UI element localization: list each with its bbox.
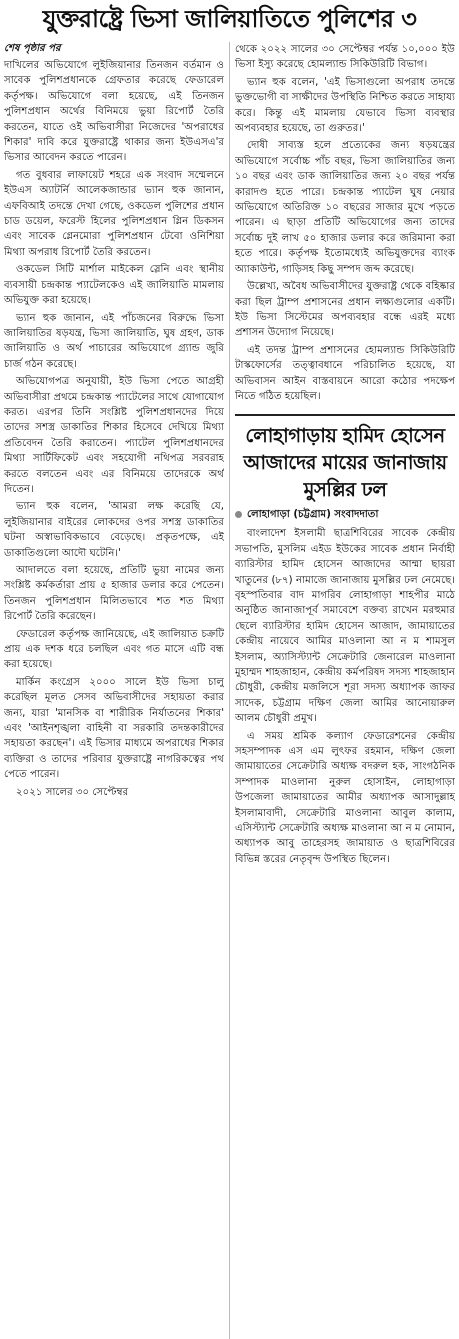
article-paragraph: উল্লেখ্য, অবৈধ অভিবাসীদের যুক্তরাষ্ট্র থেকে বহিষ্কার করা ছিল ট্রাম্প প্রশাসনের প্রধান লক্ষ্যগুলোর একটি। ইউ ভিসা সিস্টেমের অপব্যবহার বন্ধে এরই মধ্যে প্রশাসন উদ্যোগ নিয়েছে। (235, 281, 455, 339)
article-paragraph: ফেডারেল কর্তৃপক্ষ জানিয়েছে, এই জালিয়াত চক্রটি প্রায় এক দশক ধরে চলছিল এবং গত মাসে এটি বন্ধ করা হয়েছে। (4, 628, 224, 671)
article-paragraph: দাখিলের অভিযোগে লুইজিয়ানার তিনজন বর্তমান ও সাবেক পুলিশপ্রধানকে গ্রেফতার করেছে ফেডারেল কর্তৃপক্ষ। অভিযোগে বলা হয়েছে, এই তিনজন পুলিশপ্রধান অর্থের বিনিময়ে ভুয়া রিপোর্ট তৈরি করতেন, যাতে ওই অভিবাসীরা নিজেদের 'অপরাধের শিকার' দাবি করে যুক্তরাষ্ট্রে থাকার জন্য ইউএসএ'র ভিসার আবেদন করতে পারেন। (4, 60, 224, 164)
article-paragraph: ভ্যান হুক জানান, এই পাঁচজনের বিরুদ্ধে ভিসা জালিয়াতির ষড়যন্ত্র, ভিসা জালিয়াতি, ঘুষ গ্রহণ, ডাক জালিয়াতি ও অর্থ পাচারের অভিযোগে গ্র্যান্ড জুরি চার্জ গঠন করেছে। (4, 312, 224, 370)
column-divider (229, 42, 230, 1339)
article-paragraph: ২০২১ সালের ৩০ সেপ্টেম্বর (16, 786, 129, 798)
bullet-icon (235, 511, 242, 518)
article-paragraph: এই তদন্ত ট্রাম্প প্রশাসনের হোমল্যান্ড সিকিউরিটি টাস্কফোর্সের তত্ত্বাবধানে পরিচালিত হয়েছে, যা অভিবাসন আইন বাস্তবায়নে আরো কঠোর পদক্ষেপ নিতে গঠিত হয়েছিল। (235, 344, 455, 402)
article-paragraph: বাংলাদেশ ইসলামী ছাত্রশিবিরের সাবেক কেন্দ্রীয় সভাপতি, মুসলিম এইড ইউকের সাবেক প্রধান নির্বাহী ব্যারিস্টার হামিদ হোসেন আজাদের আম্মা ছায়রা খাতুনের (৮৭) নামাজে জানাজায় মুসল্লির ঢল নেমেছে। বৃহস্পতিবার বাদ মাগরিব লোহাগাড়া শাহপীর মাঠে অনুষ্ঠিত জানাজাপূর্ব সমাবেশে বক্তব্য রাখেন মরহুমার ছেলে ব্যারিস্টার হামিদ হোসেন আজাদ, জামায়াতের কেন্দ্রীয় নায়েবে আমির মাওলানা আ ন ম শামসুল ইসলাম, অ্যাসিস্ট্যান্ট সেক্রেটারি জেনারেল মাওলানা মুহাম্মদ শাহজাহান, কেন্দ্রীয় কর্মপরিষদ সদস্য শাহজাহান চৌধুরী, কেন্দ্রীয় মজলিসে শূরা সদস্য অধ্যাপক জাফর সাদেক, চট্টগ্রাম দক্ষিণ জেলা আমির আনোয়ারুল আলম চৌধুরী প্রমুখ। (235, 528, 455, 725)
article-paragraph: গত বুধবার লাফায়েট শহরে এক সংবাদ সম্মেলনে ইউএস অ্যাটর্নি আলেকজান্ডার ভ্যান হুক জানান, এফবিআই তদন্তে দেখা গেছে, ওকডেল পুলিশের প্রধান চাড ডয়েল, ফরেস্ট হিলের পুলিশপ্রধান গ্লিন ডিকসন এবং সাবেক গ্লেনমোরা পুলিশপ্রধান টেবো ওনিশিয়া মিথ্যা অপরাধ রিপোর্ট তৈরি করতেন। (4, 169, 224, 258)
article-paragraph: দোষী সাব্যস্ত হলে প্রত্যেকের জন্য ষড়যন্ত্রের অভিযোগে সর্বোচ্চ পাঁচ বছর, ভিসা জালিয়াতির জন্য ১০ বছর এবং ডাক জালিয়াতির জন্য ২০ বছর পর্যন্ত কারাদণ্ড হতে পারে। চন্দ্রকান্ত প্যাটেল ঘুষ নেয়ার অভিযোগে অতিরিক্ত ১০ বছরের সাজার মুখে পড়তে পারেন। এ ছাড়া প্রতিটি অভিযোগের জন্য তাদের সর্বোচ্চ দুই লাখ ৫০ হাজার ডলার করে জরিমানা করা হতে পারে। কর্তৃপক্ষ ইতোমধ্যেই অভিযুক্তদের ব্যাংক অ্যাকাউন্ট, গাড়িসহ কিছু সম্পদ জব্দ করেছে। (235, 140, 455, 275)
article-headline: যুক্তরাষ্ট্রে ভিসা জালিয়াতিতে পুলিশের ৩ (42, 5, 417, 33)
byline-text: লোহাগাড়া (চট্টগ্রাম) সংবাদদাতা (247, 509, 379, 521)
article-paragraph: মার্কিন কংগ্রেস ২০০০ সালে ইউ ভিসা চালু করেছিল মূলত সেসব অভিবাসীদের সহায়তা করার জন্য, যারা 'মানসিক বা শারীরিক নির্যাতনের শিকার' এবং 'আইনশৃঙ্খলা বাহিনী বা সরকারি তদন্তকারীদের সহায়তা করছেন'। এই ভিসার মাধ্যমে অপরাধের শিকার ব্যক্তিরা ও তাদের পরিবার যুক্তরাষ্ট্রে নাগরিকত্বের পথ পেতে পারেন। (4, 676, 224, 781)
article-paragraph: এ সময় শ্রমিক কল্যাণ ফেডারেশনের কেন্দ্রীয় সহসম্পাদক এস এম লুৎফর রহমান, দক্ষিণ জেলা জামায়াতের সেক্রেটারি অধ্যক্ষ বদরুল হক, সাংগঠনিক সম্পাদক মাওলানা নুরুল হোসাইন, লোহাগাড়া উপজেলা জামায়াতের আমীর অধ্যাপক আসাদুল্লাহ ইসলামাবাদী, সেক্রেটারি মাওলানা আবুল কালাম, এসিস্ট্যান্ট সেক্রেটারি অধ্যক্ষ মাওলানা আ ন ম নোমান, অধ্যাপক আবু তাহেরসহ জামায়াত ও ছাত্রশিবিরের বিভিন্ন স্তরের নেতৃবৃন্দ উপস্থিত ছিলেন। (235, 730, 455, 865)
article-paragraph: ওকডেল সিটি মার্শাল মাইকেল স্লেনি এবং স্থানীয় ব্যবসায়ী চন্দ্রকান্ত প্যাটেলকেও এই জালিয়াতি মামলায় অভিযুক্ত করা হয়েছে। (4, 264, 224, 307)
second-article-headline: লোহাগাড়ায় হামিদ হোসেন আজাদের মায়ের জানাজায় মুসল্লির ঢল (235, 414, 455, 503)
article-paragraph: অভিযোগপত্র অনুযায়ী, ইউ ভিসা পেতে আগ্রহী অভিবাসীরা প্রথমে চন্দ্রকান্ত প্যাটেলের সাথে যোগাযোগ করত। এরপর তিনি সংশ্লিষ্ট পুলিশপ্রধানদের দিয়ে তাদের সশস্ত্র ডাকাতির শিকার হিসেবে দেখিয়ে মিথ্যা প্রতিবেদন তৈরি করাতেন। প্যাটেল পুলিশপ্রধানদের মিথ্যা সার্টিফিকেট এবং সহযোগী নথিপত্র সরবরাহ করতে বলতেন এবং এর বিনিময়ে তাদেরকে অর্থ দিতেন। (4, 376, 224, 495)
article-paragraph: থেকে ২০২২ সালের ৩০ সেপ্টেম্বর পর্যন্ত ১০,০০০ ইউ ভিসা ইস্যু করেছে হোমল্যান্ড সিকিউরিটি বিভাগ। (235, 44, 455, 71)
byline (235, 507, 455, 522)
left-column (4, 42, 224, 1339)
right-column (235, 42, 455, 1339)
article-paragraph: ভ্যান হুক বলেন, 'আমরা লক্ষ করেছি যে, লুইজিয়ানার বাইরের লোকদের ওপর সশস্ত্র ডাকাতির ঘটনা অস্বাভাবিকভাবে বেড়েছে। প্রকৃতপক্ষে, এই ডাকাতিগুলো আদৌ ঘটেনি।' (4, 501, 224, 559)
continued-label: শেষ পৃষ্ঠার পর (4, 43, 61, 54)
article-paragraph: আদালতে বলা হয়েছে, প্রতিটি ভুয়া নামের জন্য সংশ্লিষ্ট কর্মকর্তারা প্রায় ৫ হাজার ডলার করে পেতেন। তিনজন পুলিশপ্রধান মিলিতভাবে শত শত মিথ্যা রিপোর্ট তৈরি করেছেন। (4, 565, 224, 623)
article-paragraph: ভ্যান হুক বলেন, 'এই ভিসাগুলো অপরাধ তদন্তে ভুক্তভোগী বা সাক্ষীদের উপস্থিতি নিশ্চিত করতে সাহায্য করে। কিন্তু এই মামলায় যেভাবে ভিসা ব্যবস্থার অপব্যবহার হয়েছে, তা গুরুতর।' (235, 76, 455, 135)
